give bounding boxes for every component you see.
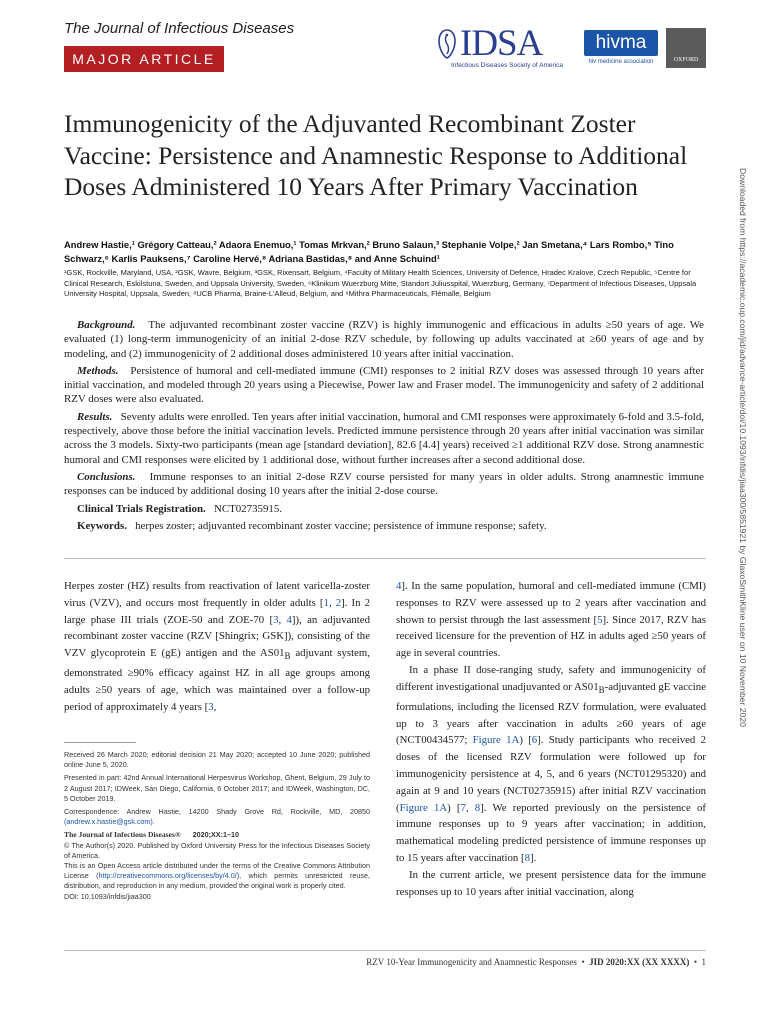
citation-link[interactable]: 4 — [286, 613, 292, 626]
license-link[interactable]: http://creativecommons.org/licenses/by/4.0/ — [98, 871, 237, 881]
citation-link[interactable]: 4 — [396, 580, 402, 592]
body-paragraph: In the current article, we present persistence data for the immune responses up to 10 years after initial vaccination, along — [396, 868, 706, 898]
abstract-registration: Clinical Trials Registration. NCT02735915. — [77, 502, 283, 515]
journal-name: The Journal of Infectious Diseases — [64, 20, 295, 37]
hivma-subtitle: hiv medicine association — [588, 59, 654, 65]
abstract-conclusions: Conclusions. Immune responses to an initial 2-dose RZV course persisted for many years in older adults. Strong anamnestic immune responses can be induced by additional dosing 10 years after the initial 2-dose course. — [64, 470, 704, 498]
footer-divider — [64, 950, 706, 951]
affiliations: ¹GSK, Rockville, Maryland, USA, ²GSK, Wavre, Belgium, ³GSK, Rixensart, Belgium, ⁴Faculty of Military Health Sciences, University of Defence, Hradec Kralove, Czech Republic, ⁵Centre for Clinical Research, Eskilstuna, Sweden, and Uppsala University, Sweden, ⁶Klinikum Wuerzburg Mitte, Standort Juliusspital, Wuerzburg, Germany, ⁷Department of Infectious Diseases, Uppsala University Hospital, Uppsala, Sweden, ⁸UCB Pharma, Braine-L'Alleud, Belgium, and ⁹Mithra Pharmaceuticals, Flémalle, Belgium — [64, 268, 697, 298]
footnote-correspondence: Correspondence: Andrew Hastie, 14200 Shady Grove Rd, Rockville, MD, 20850 (andrew.x.hastie@gsk.com). — [64, 807, 370, 827]
article-title: Immunogenicity of the Adjuvanted Recombinant Zoster Vaccine: Persistence and Anamnestic Response to Additional Doses Administered 10 Years After Primary Vaccination — [64, 109, 688, 201]
footnote-journal: The Journal of Infectious Diseases® 2020;XX:1–10 © The Author(s) 2020. Published by Oxford University Press for the Infectious Diseases Society of America. This is an Open Access article distributed under the terms of the Creative Commons Attribution License (http://creativecommons.org/licenses/by/4.0/), which permits unrestricted reuse, distribution, and reproduction in any medium, provided the original work is properly cited. DOI: 10.1093/infdis/jiaa300 — [64, 830, 370, 901]
abstract-results: Results. Seventy adults were enrolled. Ten years after initial vaccination, humoral and CMI responses were approximately 6-fold and 3.5-fold, respectively, above those before the initial vaccination levels. Predicted immune persistence through 20 years after initial vaccination was similar across the 3 models. Sixty-two participants (mean age [standard deviation], 82.6 [4.4] years) received ≥1 additional RZV dose. Strong anamnestic humoral and CMI responses were elicited by 1 additional dose, without further increases after a second additional dose. — [64, 410, 705, 466]
figure-link[interactable]: Figure 1A — [472, 734, 520, 747]
citation-link[interactable]: 8 — [524, 851, 531, 864]
abstract-keywords: Keywords. herpes zoster; adjuvanted recombinant zoster vaccine; persistence of immune response; safety. — [77, 519, 547, 532]
body-column-right — [396, 578, 706, 900]
article-type-banner: MAJOR ARTICLE — [64, 46, 224, 72]
idsa-logo — [436, 23, 578, 72]
footnotes — [64, 750, 370, 905]
figure-link[interactable]: Figure 1A — [399, 801, 448, 814]
abstract — [64, 318, 704, 536]
doi: DOI: 10.1093/infdis/jiaa300 — [64, 891, 151, 901]
citation-link[interactable]: 6 — [531, 734, 538, 747]
body-paragraph: 4]. In the same population, humoral and cell-mediated immune (CMI) responses to RZV were assessed up to 2 years after vaccination and shown to persist through the last assessment [5]. Since 2017, RZV has received licensure for the prevention of HZ in adults aged ≥50 years of age in several countries. — [396, 580, 706, 660]
hivma-wordmark: hivma — [584, 30, 658, 56]
idsa-emblem-icon — [436, 28, 458, 60]
abstract-divider — [64, 558, 706, 559]
citation-link[interactable]: 3 — [273, 613, 279, 626]
hivma-logo — [584, 30, 658, 70]
author-list: Andrew Hastie,¹ Grégory Catteau,² Adaora Enemuo,¹ Tomas Mrkvan,² Bruno Salaun,³ Stephanie Volpe,² Jan Smetana,⁴ Lars Rombo,⁵ Tino Schwarz,⁶ Karlis Pauksens,⁷ Caroline Hervé,⁸ Adriana Bastidas,⁸ and Anne Schuind¹ — [64, 239, 674, 264]
footnote-received: Received 26 March 2020; editorial decision 21 May 2020; accepted 10 June 2020; published online June 5, 2020. — [64, 750, 370, 770]
citation-link[interactable]: 7 — [460, 801, 466, 814]
email-link[interactable]: (andrew.x.hastie@gsk.com). — [64, 817, 155, 827]
abstract-background: Background. The adjuvanted recombinant zoster vaccine (RZV) is highly immunogenic and efficacious in adults ≥50 years of age. We evaluated (1) long-term immunogenicity of an initial 2-dose RZV schedule, by following up adults vaccinated at ≥60 years of age and by modeling, and (2) immunogenicity of 2 additional doses administered 10 years after initial vaccination. — [64, 319, 704, 360]
abstract-methods: Methods. Persistence of humoral and cell-mediated immune (CMI) responses to 2 initial RZV doses was assessed through 10 years after initial vaccination, and modeled through 20 years using a Piecewise, Power law and Fraser model. The immunogenicity and safety of 2 additional RZV doses were also evaluated. — [64, 364, 705, 406]
page-number: 1 — [701, 957, 706, 967]
citation-link[interactable]: 8 — [474, 801, 481, 814]
citation-link[interactable]: 2 — [335, 596, 342, 609]
body-column-left — [64, 578, 370, 716]
body-paragraph: Herpes zoster (HZ) results from reactivation of latent varicella-zoster virus (VZV), and occurs most frequently in older adults [1, 2]. In 2 large phase III trials (ZOE-50 and ZOE-70 [3, 4]), an adjuvanted recombinant zoster vaccine (RZV [Shingrix; GSK]), consisting of the VZV glycoprotein E (gE) antigen and the $AS01_B$ adjuvant system, demonstrated ≥90% efficacy against HZ in all age groups among adults ≥50 years of age, which was maintained over a follow-up period of approximately 4 years [3, — [64, 580, 370, 713]
footnote-presented: Presented in part: 42nd Annual International Herpesvirus Workshop, Ghent, Belgium, 29 July to 2 August 2017; IDWeek, San Diego, California, 6 October 2017; and IDWeek, Washington, DC, 5 October 2019. — [64, 773, 370, 803]
idsa-subtitle: Infectious Diseases Society of America — [451, 62, 563, 69]
body-paragraph: In a phase II dose-ranging study, safety and immunogenicity of different investigational unadjuvanted or $AS01_B$-adjuvanted gE vaccine formulations, including the licensed RZV formulation, were evaluated up to 3 years after vaccination in adults ≥60 years of age (NCT00434577; Figure 1A) [6]. Study participants who received 2 doses of the licensed RZV formulation were followed up for immunogenicity persistence at 4, 5, and 6 years (NCT01295320) and again at 9 and 10 years (NCT02735915) after initial RZV vaccination (Figure 1A) [7, 8]. We reported previously on the persistence of immune responses up to 9 years after vaccination; in addition, mathematical modeling predicted persistence of immune responses up to 15 years after vaccination [8]. — [396, 663, 707, 864]
footnote-divider — [64, 742, 136, 743]
oxford-logo: OXFORD — [666, 28, 706, 68]
citation-link[interactable]: 5 — [597, 613, 603, 626]
citation-link[interactable]: 3 — [208, 700, 214, 713]
idsa-wordmark: IDSA — [460, 23, 543, 64]
running-footer: RZV 10-Year Immunogenicity and Anamnestic Responses • JID 2020:XX (XX XXXX) • 1 — [366, 957, 706, 967]
citation-link[interactable]: 1 — [323, 596, 329, 609]
